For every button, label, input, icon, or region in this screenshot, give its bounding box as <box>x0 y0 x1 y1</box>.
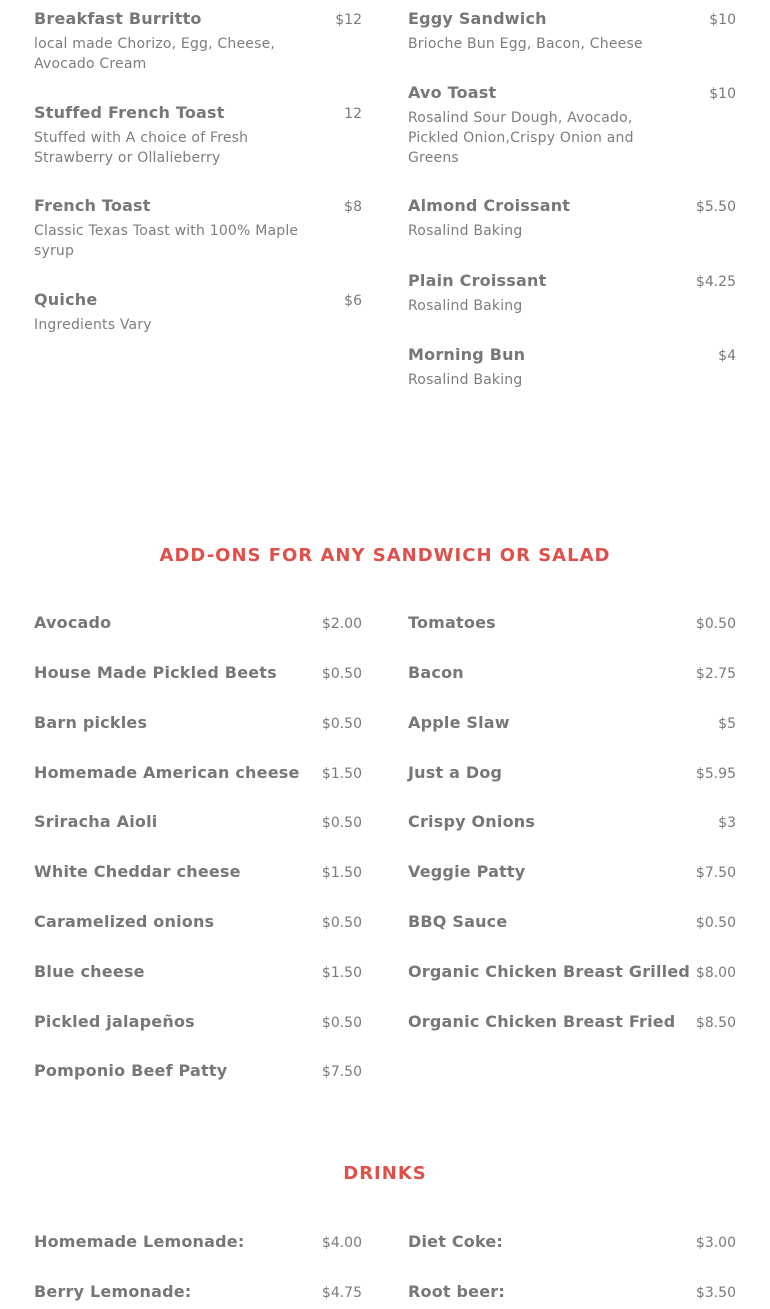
item-description: Stuffed with A choice of Fresh Strawberry or Ollalieberry <box>34 130 249 166</box>
item-price: $5.50 <box>695 199 736 215</box>
item-name: Eggy Sandwich <box>408 9 547 28</box>
addon-row <box>34 962 362 983</box>
menu-item <box>34 290 362 335</box>
addon-row <box>408 1012 736 1033</box>
addon-name: Blue cheese <box>34 962 145 981</box>
addon-price: $1.50 <box>321 965 362 981</box>
item-name: Almond Croissant <box>408 196 571 215</box>
addon-row <box>408 862 736 883</box>
addon-row <box>34 1012 362 1033</box>
addon-price: $7.50 <box>695 865 736 881</box>
addon-row <box>34 812 362 833</box>
menu-item <box>408 196 736 241</box>
addon-row <box>34 663 362 684</box>
addon-price: $2.00 <box>321 616 362 632</box>
item-description: Rosalind Sour Dough, Avocado, Pickled Onion,Crispy Onion and Greens <box>408 110 634 166</box>
item-price: $4.25 <box>695 274 736 290</box>
addon-row <box>408 812 736 833</box>
drink-row <box>34 1282 362 1303</box>
item-price: $4 <box>718 348 736 364</box>
item-name: Breakfast Burritto <box>34 9 202 28</box>
addon-price: $5 <box>718 716 736 732</box>
drink-name: Berry Lemonade: <box>34 1282 192 1301</box>
addon-row <box>408 663 736 684</box>
addon-name: Avocado <box>34 613 112 632</box>
addon-name: Pickled jalapeños <box>34 1012 195 1031</box>
addon-name: Homemade American cheese <box>34 763 300 782</box>
menu-item <box>408 271 736 316</box>
item-name: Plain Croissant <box>408 271 547 290</box>
addon-name: White Cheddar cheese <box>34 862 241 881</box>
addon-price: $0.50 <box>321 1015 362 1031</box>
menu-item <box>34 9 362 74</box>
addon-price: $7.50 <box>321 1064 362 1080</box>
drink-price: $4.75 <box>321 1285 362 1301</box>
addon-row <box>34 912 362 933</box>
addon-row <box>34 862 362 883</box>
drink-name: Homemade Lemonade: <box>34 1232 245 1251</box>
item-description: local made Chorizo, Egg, Cheese, Avocado Cream <box>34 36 276 72</box>
addon-name: BBQ Sauce <box>408 912 508 931</box>
addon-row <box>34 613 362 634</box>
addon-price: $8.00 <box>695 965 736 981</box>
addon-price: $1.50 <box>321 766 362 782</box>
addon-row <box>408 713 736 734</box>
addon-row <box>408 912 736 933</box>
addon-price: $2.75 <box>695 666 736 682</box>
addon-row <box>34 713 362 734</box>
item-name: Stuffed French Toast <box>34 103 225 122</box>
addon-row <box>408 763 736 784</box>
drink-price: $3.00 <box>695 1235 736 1251</box>
addons-section-title: ADD-ONS FOR ANY SANDWICH OR SALAD <box>159 545 611 566</box>
drink-row <box>408 1282 736 1303</box>
item-description: Rosalind Baking <box>408 223 523 239</box>
addon-price: $0.50 <box>321 915 362 931</box>
drinks-section-title: DRINKS <box>343 1163 427 1184</box>
addon-price: $5.95 <box>695 766 736 782</box>
item-description: Brioche Bun Egg, Bacon, Cheese <box>408 36 643 52</box>
item-description: Rosalind Baking <box>408 372 523 388</box>
addon-price: $0.50 <box>695 616 736 632</box>
addon-row <box>408 962 736 983</box>
addon-price: $0.50 <box>321 716 362 732</box>
addon-name: Organic Chicken Breast Fried <box>408 1012 676 1031</box>
menu-item <box>408 83 736 168</box>
item-price: $12 <box>335 12 362 28</box>
menu-item <box>34 103 362 168</box>
menu-item <box>408 9 736 54</box>
item-description: Classic Texas Toast with 100% Maple syrup <box>34 223 299 259</box>
addon-name: Sriracha Aioli <box>34 812 158 831</box>
addon-name: House Made Pickled Beets <box>34 663 277 682</box>
addon-price: $3 <box>718 815 736 831</box>
addon-name: Caramelized onions <box>34 912 215 931</box>
item-price: $8 <box>344 199 362 215</box>
drink-price: $4.00 <box>321 1235 362 1251</box>
addon-name: Bacon <box>408 663 464 682</box>
item-price: $10 <box>709 12 736 28</box>
menu-item <box>34 196 362 261</box>
item-price: $6 <box>344 293 362 309</box>
item-name: Avo Toast <box>408 83 497 102</box>
item-price: $10 <box>709 86 736 102</box>
drink-name: Diet Coke: <box>408 1232 504 1251</box>
addon-name: Just a Dog <box>408 763 503 782</box>
addon-price: $1.50 <box>321 865 362 881</box>
item-name: Quiche <box>34 290 98 309</box>
addon-price: $0.50 <box>695 915 736 931</box>
drink-name: Root beer: <box>408 1282 505 1301</box>
drink-price: $3.50 <box>695 1285 736 1301</box>
item-description: Rosalind Baking <box>408 298 523 314</box>
addon-name: Veggie Patty <box>408 862 526 881</box>
item-name: Morning Bun <box>408 345 526 364</box>
addon-row <box>34 763 362 784</box>
addon-name: Apple Slaw <box>408 713 510 732</box>
addon-name: Pomponio Beef Patty <box>34 1061 228 1080</box>
addon-price: $0.50 <box>321 666 362 682</box>
item-name: French Toast <box>34 196 151 215</box>
addon-name: Tomatoes <box>408 613 496 632</box>
addon-name: Organic Chicken Breast Grilled <box>408 962 691 981</box>
addon-row <box>34 1061 362 1082</box>
addon-row <box>408 613 736 634</box>
addon-price: $8.50 <box>695 1015 736 1031</box>
drink-row <box>34 1232 362 1253</box>
addon-price: $0.50 <box>321 815 362 831</box>
addon-name: Barn pickles <box>34 713 148 732</box>
item-description: Ingredients Vary <box>34 317 152 333</box>
addon-name: Crispy Onions <box>408 812 536 831</box>
menu-item <box>408 345 736 390</box>
item-price: 12 <box>344 106 362 122</box>
drink-row <box>408 1232 736 1253</box>
